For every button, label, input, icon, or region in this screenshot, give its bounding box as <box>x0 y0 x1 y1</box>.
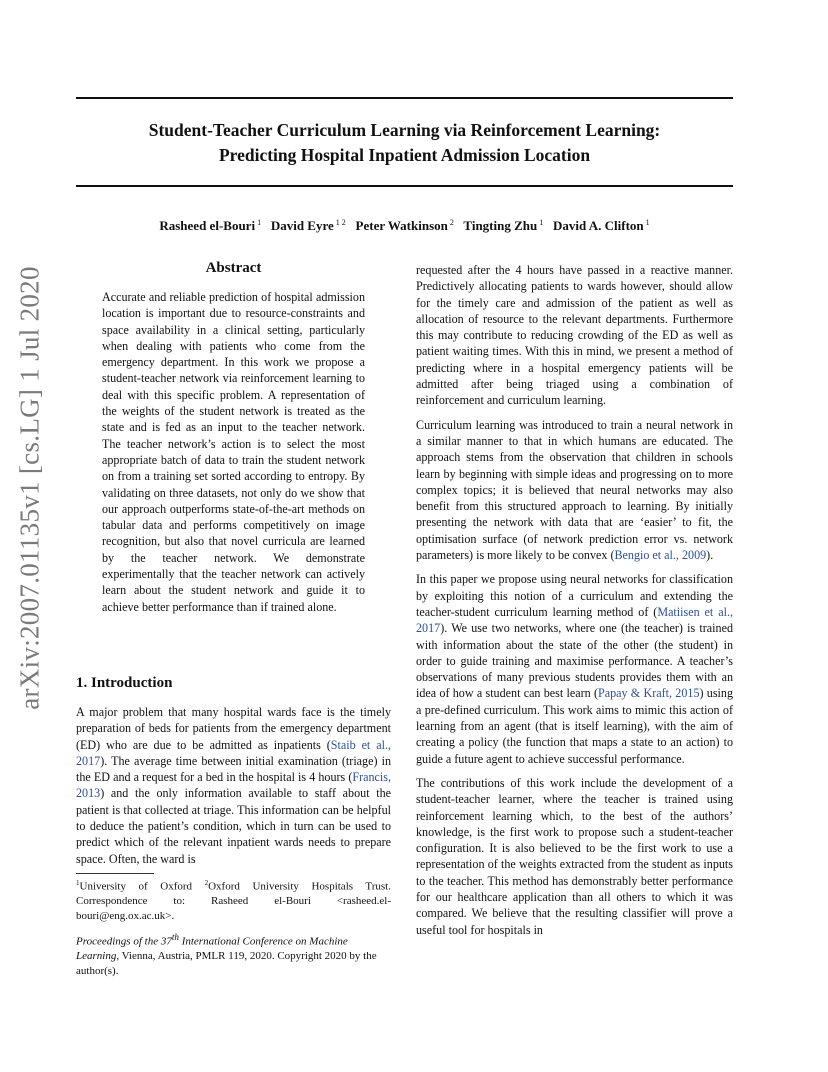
author <box>463 218 543 233</box>
title-line-2: Predicting Hospital Inpatient Admission Location <box>218 145 591 165</box>
author <box>271 218 346 233</box>
title-bottom-rule <box>76 185 733 187</box>
title-top-rule <box>76 97 733 99</box>
author-name: Tingting Zhu <box>463 218 538 234</box>
text-run: In this paper we propose using neural networks for classification by exploiting this notion of a curriculum and extending the teacher-student curriculum learning method of ( <box>416 572 733 619</box>
text-run: ) and the only information available to staff about the patient is that collected at triage. This information can be helpful to deduce the patient’s condition, which in turn can be used to predict which of the relevant inpatient wards needs to prepare space. Often, the ward is <box>76 786 391 866</box>
citation-link[interactable]: Staib et al., 2017 <box>76 737 391 768</box>
abstract-heading: Abstract <box>205 260 262 276</box>
footnote-text: Oxford University Hospitals Trust. Correspondence to: Rasheed el-Bouri <rasheed.el-bouri@eng.ox.ac.uk>. <box>76 880 391 922</box>
author-affiliation-mark: 1 2 <box>335 218 346 227</box>
author-list <box>76 214 733 235</box>
author-name: Rasheed el-Bouri <box>159 218 256 234</box>
footnote-divider <box>76 873 154 874</box>
author-affiliation-mark: 2 <box>449 218 454 227</box>
author-name: Peter Watkinson <box>355 218 448 234</box>
affiliation-footnote <box>76 876 391 923</box>
proceedings-text: , Vienna, Austria, PMLR 119, 2020. Copyright 2020 by the author(s). <box>76 950 377 977</box>
introduction-paragraph <box>76 704 391 867</box>
text-run: ). <box>706 548 714 563</box>
proceedings-italic: International Conference on Machine Learning <box>76 935 348 963</box>
footnote-mark: 1 <box>76 879 80 887</box>
proceedings-italic: Proceedings of the 37 <box>76 935 172 948</box>
footnote-text: University of Oxford <box>79 880 205 893</box>
body-paragraph: The contributions of this work include the development of a student-teacher learner, where the teacher is trained using reinforcement learning which, to the best of the authors’ knowledge, is the first work to propose such a student-teacher configuration. It is also believed to be the first work to use a representation of the weights extracted from the student as inputs to the teacher. This method has demonstrably better performance for our healthcare application than all others to which it was compared. We believe that the resulting classifier will prove a useful tool for hospitals in <box>416 775 733 937</box>
abstract-text: Accurate and reliable prediction of hospital admission location is important due to resource-constraints and space availability in a clinical setting, particularly when dealing with patients who come from the emergency department. In this work we propose a student-teacher network via reinforcement learning to deal with this specific problem. A representation of the weights of the student network is treated as the state and is fed as an input to the teacher network. The teacher network’s action is to select the most appropriate batch of data to train the student network on from a training set sorted according to entropy. By validating on three datasets, not only do we show that our approach outperforms state-of-the-art methods on tabular data and performs competitively on image recognition, but also that novel curricula are learned by the teacher network. We demonstrate experimentally that the teacher network can actively learn about the student network and guide it to achieve better performance than if trained alone. <box>102 290 365 614</box>
body-paragraph: requested after the 4 hours have passed in a reactive manner. Predictively allocating patients to wards however, should allow for the timely care and admission of the patient as well as allocation of resource to the relevant departments. Furthermore this may contribute to reducing crowding of the ED as well as patient waiting times. With this in mind, we present a method of predicting where in a hospital emergency patients will be admitted after being triaged using a combination of reinforcement and curriculum learning. <box>416 263 733 408</box>
arxiv-stamp-text: arXiv:2007.01135v1 [cs.LG] 1 Jul 2020 <box>14 266 45 710</box>
text-run: Curriculum learning was introduced to train a neural network in a similar manner to that in which humans are educated. The approach stems from the observation that children in schools learn by beginning with simple ideas and progressing on to more complex topics; it is believed that neural networks may also benefit from this structured approach to learning. By initially presenting the network with data that are ‘easier’ to fit, the optimisation surface (of network prediction error vs. network parameters) is more likely to be convex ( <box>416 417 733 563</box>
introduction-body <box>76 704 391 875</box>
text-run: ) using a pre-defined curriculum. This work aims to mimic this action of learning from an agent (that is itself learning), with the aim of creating a policy (the function that maps a state to an action) to guide a future agent to achieve successful performance. <box>416 686 734 766</box>
title-line-1: Student-Teacher Curriculum Learning via Reinforcement Learning: <box>148 120 661 140</box>
author <box>356 218 454 233</box>
author-affiliation-mark: 1 <box>539 218 544 227</box>
body-paragraph <box>416 571 733 767</box>
author-name: David A. Clifton <box>552 218 644 234</box>
author-name: David Eyre <box>270 218 334 234</box>
footnote-mark: 2 <box>204 879 209 887</box>
citation-link[interactable]: Papay & Kraft, 2015 <box>597 686 700 701</box>
proceedings-superscript: th <box>171 932 179 942</box>
introduction-heading: 1. Introduction <box>76 675 173 691</box>
citation-link[interactable]: Bengio et al., 2009 <box>614 548 707 563</box>
right-column-body <box>416 262 733 946</box>
text-run: ). We use two networks, where one (the teacher) is trained with information about the state of the other (the student) in order to guide training and maximise performance. A teacher’s observations of many previous students provides them with an idea of how a student can best learn ( <box>416 621 733 701</box>
author <box>553 218 650 233</box>
text-run: ). The average time between initial examination (triage) in the ED and a request for a bed in the hospital is 4 hours ( <box>76 753 391 785</box>
author-affiliation-mark: 1 <box>645 218 650 227</box>
paper-title <box>76 118 733 168</box>
body-paragraph <box>416 417 733 564</box>
citation-link[interactable]: Matiisen et al., 2017 <box>416 604 733 636</box>
proceedings-note <box>76 930 391 978</box>
text-run: A major problem that many hospital wards face is the timely preparation of beds for patients from the emergency department (ED) who are due to be admitted as inpatients ( <box>76 705 391 752</box>
author <box>159 218 261 233</box>
author-affiliation-mark: 1 <box>257 218 262 227</box>
citation-link[interactable]: Francis, 2013 <box>76 770 391 801</box>
